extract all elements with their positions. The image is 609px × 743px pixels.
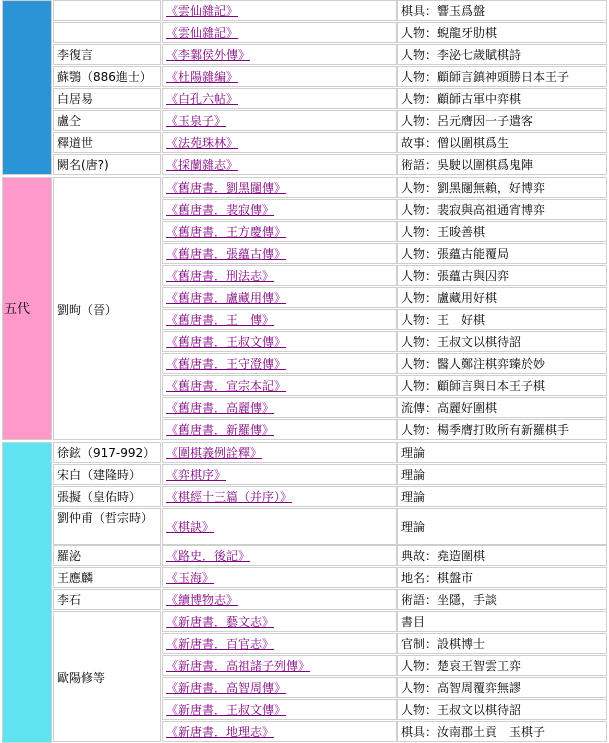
source-link[interactable]: 《舊唐書．宣宗本記》 bbox=[166, 379, 287, 393]
author-cell: 盧仝 bbox=[53, 110, 161, 131]
source-link[interactable]: 《雲仙雜記》 bbox=[166, 26, 239, 40]
author-cell bbox=[53, 22, 161, 43]
source-cell bbox=[162, 397, 397, 418]
note-cell: 官制：設棋博士 bbox=[397, 633, 607, 654]
source-cell bbox=[162, 375, 397, 396]
source-cell bbox=[162, 309, 397, 330]
note-cell: 人物：劉黑闥無賴，好博弈 bbox=[397, 177, 607, 198]
source-cell bbox=[162, 633, 397, 654]
source-cell bbox=[162, 154, 397, 175]
source-link[interactable]: 《新唐書．地理志》 bbox=[166, 725, 275, 739]
source-cell bbox=[162, 44, 397, 65]
note-cell: 人物：盧藏用好棋 bbox=[397, 287, 607, 308]
source-link[interactable]: 《路史．後記》 bbox=[166, 549, 251, 563]
source-link[interactable]: 《新唐書．高祖諸子列傳》 bbox=[166, 659, 311, 673]
source-cell bbox=[162, 589, 397, 610]
note-cell: 人物：裴寂與高祖通宵博弈 bbox=[397, 199, 607, 220]
source-link[interactable]: 《白孔六帖》 bbox=[166, 92, 239, 106]
source-link[interactable]: 《杜陽雜編》 bbox=[166, 70, 239, 84]
note-cell: 人物：顧師言與日本王子棋 bbox=[397, 375, 607, 396]
source-link[interactable]: 《玉泉子》 bbox=[166, 114, 227, 128]
note-cell: 理論 bbox=[397, 486, 607, 507]
source-cell bbox=[162, 677, 397, 698]
source-link[interactable]: 《弈棋序》 bbox=[166, 468, 227, 482]
source-cell bbox=[162, 486, 397, 507]
source-cell bbox=[162, 0, 397, 21]
source-cell bbox=[162, 419, 397, 440]
era-label: 五代 bbox=[4, 302, 31, 317]
source-link[interactable]: 《採蘭雜志》 bbox=[166, 158, 239, 172]
author-cell: 張擬（皇佑時） bbox=[53, 486, 161, 507]
era-band bbox=[2, 0, 52, 175]
author-cell: 徐鉉（917-992） bbox=[53, 442, 161, 463]
source-link[interactable]: 《舊唐書．王方慶傳》 bbox=[166, 225, 287, 239]
note-cell: 棋具：汝南郡土貢 玉棋子 bbox=[397, 721, 607, 742]
author-label: 劉昫（晉） bbox=[57, 303, 118, 317]
source-link[interactable]: 《雲仙雜記》 bbox=[166, 4, 239, 18]
source-link[interactable]: 《舊唐書．新羅傳》 bbox=[166, 423, 275, 437]
author-cell: 李石 bbox=[53, 589, 161, 610]
era-band bbox=[2, 442, 52, 743]
author-cell: 李復言 bbox=[53, 44, 161, 65]
source-link[interactable]: 《舊唐書．王守澄傳》 bbox=[166, 357, 287, 371]
author-cell: 王應麟 bbox=[53, 567, 161, 588]
source-cell bbox=[162, 243, 397, 264]
note-cell: 人物：王叔文以棋待詔 bbox=[397, 331, 607, 352]
source-cell bbox=[162, 199, 397, 220]
note-cell: 人物：張蘊古能覆局 bbox=[397, 243, 607, 264]
note-cell: 術語：坐隱，手談 bbox=[397, 589, 607, 610]
author-cell: 羅泌 bbox=[53, 545, 161, 566]
source-cell bbox=[162, 567, 397, 588]
source-link[interactable]: 《玉海》 bbox=[166, 571, 215, 585]
source-link[interactable]: 《法苑珠林》 bbox=[166, 136, 239, 150]
source-link[interactable]: 《新唐書．王叔文傳》 bbox=[166, 703, 287, 717]
note-cell: 人物：蜺龍牙肋棋 bbox=[397, 22, 607, 43]
source-cell bbox=[162, 442, 397, 463]
source-cell bbox=[162, 508, 397, 545]
source-cell bbox=[162, 66, 397, 87]
author-label: 歐陽修等 bbox=[57, 671, 106, 685]
source-link[interactable]: 《棋經十三篇（并序）》 bbox=[166, 490, 293, 504]
note-cell: 人物：張蘊古與囚弈 bbox=[397, 265, 607, 286]
source-cell bbox=[162, 265, 397, 286]
note-cell: 理論 bbox=[397, 464, 607, 485]
author-cell: 白居易 bbox=[53, 88, 161, 109]
source-cell bbox=[162, 221, 397, 242]
author-cell: 劉仲甫（哲宗時） bbox=[53, 508, 161, 545]
note-cell: 地名：棋盤市 bbox=[397, 567, 607, 588]
source-link[interactable]: 《新唐書．藝文志》 bbox=[166, 615, 275, 629]
author-cell-merged bbox=[53, 177, 161, 440]
note-cell: 人物：王叔文以棋待詔 bbox=[397, 699, 607, 720]
source-link[interactable]: 《舊唐書．盧藏用傳》 bbox=[166, 291, 287, 305]
note-cell: 人物：王 好棋 bbox=[397, 309, 607, 330]
source-cell bbox=[162, 287, 397, 308]
note-cell: 理論 bbox=[397, 508, 607, 545]
source-cell bbox=[162, 699, 397, 720]
source-link[interactable]: 《新唐書．高智周傳》 bbox=[166, 681, 287, 695]
note-cell: 人物：顧師古軍中弈棋 bbox=[397, 88, 607, 109]
note-cell: 人物：顧師言鎮神頭勝日本王子 bbox=[397, 66, 607, 87]
source-link[interactable]: 《舊唐書．張蘊古傳》 bbox=[166, 247, 287, 261]
source-cell bbox=[162, 132, 397, 153]
source-link[interactable]: 《舊唐書．高麗傳》 bbox=[166, 401, 275, 415]
author-cell bbox=[53, 0, 161, 21]
source-cell bbox=[162, 545, 397, 566]
source-link[interactable]: 《舊唐書．劉黑闥傳》 bbox=[166, 181, 287, 195]
note-cell: 人物：王晙善棋 bbox=[397, 221, 607, 242]
note-cell: 人物：高智周覆弈無謬 bbox=[397, 677, 607, 698]
source-cell bbox=[162, 22, 397, 43]
note-cell: 棋具：響玉爲盤 bbox=[397, 0, 607, 21]
source-cell bbox=[162, 464, 397, 485]
source-link[interactable]: 《舊唐書．刑法志》 bbox=[166, 269, 275, 283]
note-cell: 術語：吳駛以圍棋爲鬼陣 bbox=[397, 154, 607, 175]
author-cell: 釋道世 bbox=[53, 132, 161, 153]
note-cell: 故事：僧以圍棋爲生 bbox=[397, 132, 607, 153]
source-cell bbox=[162, 721, 397, 742]
source-cell bbox=[162, 88, 397, 109]
note-cell: 人物：李泌七歲賦棋詩 bbox=[397, 44, 607, 65]
source-link[interactable]: 《新唐書．百官志》 bbox=[166, 637, 275, 651]
author-cell: 宋白（建隆時） bbox=[53, 464, 161, 485]
note-cell: 人物：楊季膺打敗所有新羅棋手 bbox=[397, 419, 607, 440]
note-cell: 人物：醫人鄭注棋弈臻於妙 bbox=[397, 353, 607, 374]
source-cell bbox=[162, 177, 397, 198]
author-cell-merged bbox=[53, 611, 161, 742]
source-link[interactable]: 《舊唐書．王叔文傳》 bbox=[166, 335, 287, 349]
source-link[interactable]: 《李鄴侯外傳》 bbox=[166, 48, 251, 62]
note-cell: 書目 bbox=[397, 611, 607, 632]
author-cell: 蘇鶚（886進士） bbox=[53, 66, 161, 87]
source-cell bbox=[162, 655, 397, 676]
source-cell bbox=[162, 331, 397, 352]
note-cell: 典故：堯造圍棋 bbox=[397, 545, 607, 566]
source-link[interactable]: 《續博物志》 bbox=[166, 593, 239, 607]
source-link[interactable]: 《舊唐書．裴寂傳》 bbox=[166, 203, 275, 217]
source-cell bbox=[162, 353, 397, 374]
source-link[interactable]: 《舊唐書．王 傳》 bbox=[166, 313, 275, 327]
source-cell bbox=[162, 110, 397, 131]
note-cell: 人物：楚哀王智雲工弈 bbox=[397, 655, 607, 676]
note-cell: 人物：呂元膺因一子遣客 bbox=[397, 110, 607, 131]
source-link[interactable]: 《圍棋義例詮釋》 bbox=[166, 446, 263, 460]
source-cell bbox=[162, 611, 397, 632]
note-cell: 理論 bbox=[397, 442, 607, 463]
source-link[interactable]: 《棋訣》 bbox=[166, 520, 215, 534]
author-cell: 闕名(唐?) bbox=[53, 154, 161, 175]
note-cell: 流傳：高麗好圍棋 bbox=[397, 397, 607, 418]
